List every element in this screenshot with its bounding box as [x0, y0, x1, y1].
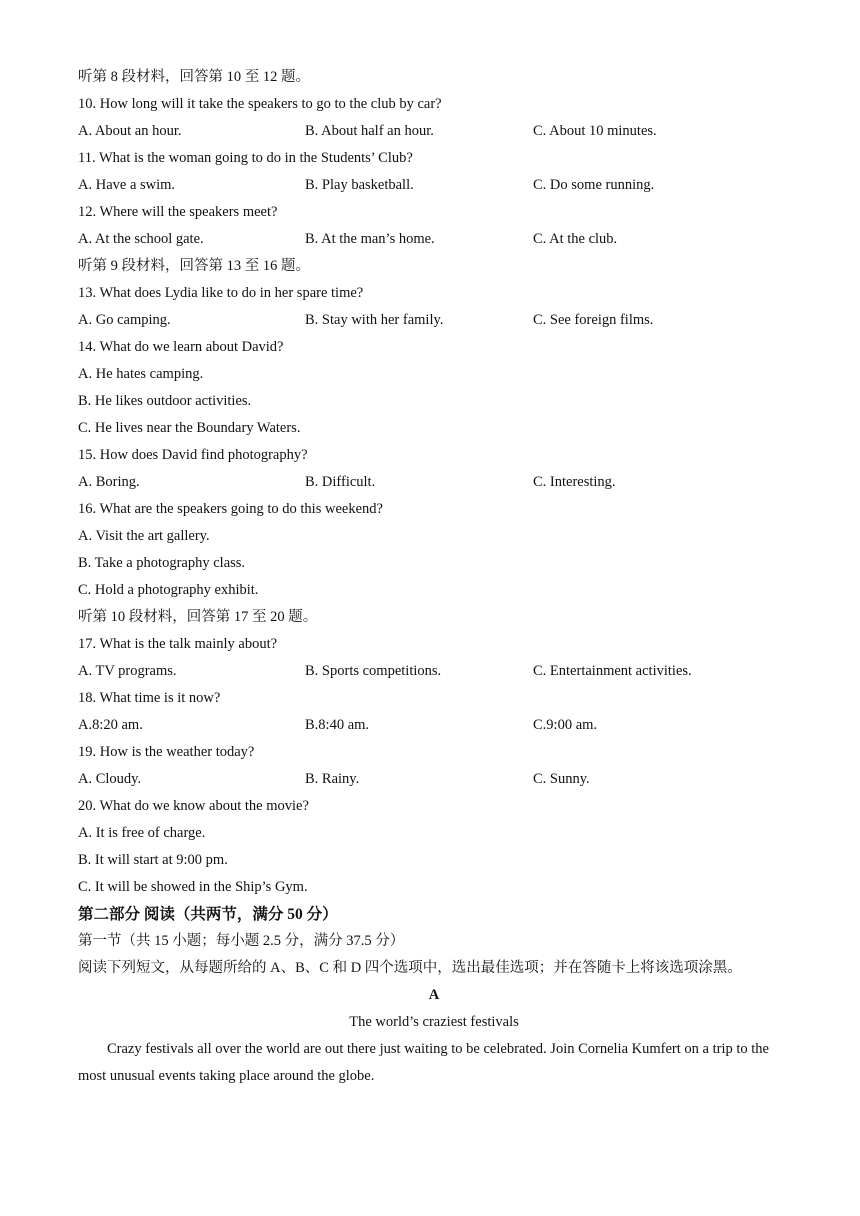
question-12-stem: 12. Where will the speakers meet? [78, 204, 278, 220]
question-12-option-b: B. At the man’s home. [305, 231, 435, 247]
question-14-option-b: B. He likes outdoor activities. [78, 393, 252, 409]
question-13-option-c: C. See foreign films. [533, 312, 654, 328]
question-18-stem: 18. What time is it now? [78, 690, 221, 706]
question-14-stem: 14. What do we learn about David? [78, 339, 284, 355]
question-18-option-c: C.9:00 am. [533, 717, 598, 733]
question-18-option-b: B.8:40 am. [305, 717, 370, 733]
question-16-stem: 16. What are the speakers going to do this weekend? [78, 501, 383, 517]
question-13-option-b: B. Stay with her family. [305, 312, 444, 328]
question-10-options [78, 118, 790, 145]
question-15-options [78, 469, 790, 496]
question-20-stem: 20. What do we know about the movie? [78, 798, 309, 814]
question-19-option-c: C. Sunny. [533, 771, 590, 787]
subsection-heading: 第一节（共 15 小题；每小题 2.5 分，满分 37.5 分） [78, 933, 405, 949]
question-12-options [78, 226, 790, 253]
question-13-options [78, 307, 790, 334]
question-20-option-a: A. It is free of charge. [78, 825, 206, 841]
question-14-option-c: C. He lives near the Boundary Waters. [78, 420, 301, 436]
question-19-option-a: A. Cloudy. [78, 771, 142, 787]
question-10-option-a: A. About an hour. [78, 123, 182, 139]
passage-paragraph: Crazy festivals all over the world are out there just waiting to be celebrated. Join Cornelia Kumfert on a trip to the most unusual events taking place around the globe. [78, 1041, 769, 1084]
question-20-option-b: B. It will start at 9:00 pm. [78, 852, 228, 868]
question-11-options [78, 172, 790, 199]
question-14-option-a: A. He hates camping. [78, 366, 204, 382]
section-instruction-10: 听第 10 段材料，回答第 17 至 20 题。 [78, 609, 318, 625]
question-17-stem: 17. What is the talk mainly about? [78, 636, 278, 652]
reading-instruction: 阅读下列短文，从每题所给的 A、B、C 和 D 四个选项中，选出最佳选项；并在答随卡上将该选项涂黑。 [78, 960, 742, 976]
question-13-stem: 13. What does Lydia like to do in her spare time? [78, 285, 364, 301]
question-18-options [78, 712, 790, 739]
question-19-stem: 19. How is the weather today? [78, 744, 255, 760]
question-10-option-c: C. About 10 minutes. [533, 123, 657, 139]
question-18-option-a: A.8:20 am. [78, 717, 143, 733]
question-12-option-a: A. At the school gate. [78, 231, 204, 247]
question-19-options [78, 766, 790, 793]
question-15-option-b: B. Difficult. [305, 474, 376, 490]
question-11-option-c: C. Do some running. [533, 177, 655, 193]
passage-title: The world’s craziest festivals [349, 1014, 519, 1030]
question-15-option-a: A. Boring. [78, 474, 140, 490]
question-19-option-b: B. Rainy. [305, 771, 360, 787]
question-17-option-b: B. Sports competitions. [305, 663, 442, 679]
section-instruction-8: 听第 8 段材料，回答第 10 至 12 题。 [78, 69, 310, 85]
question-11-option-b: B. Play basketball. [305, 177, 414, 193]
question-16-option-b: B. Take a photography class. [78, 555, 246, 571]
question-13-option-a: A. Go camping. [78, 312, 171, 328]
passage-letter: A [428, 987, 440, 1003]
part-2-heading: 第二部分 阅读（共两节，满分 50 分） [78, 906, 338, 923]
question-15-option-c: C. Interesting. [533, 474, 616, 490]
question-17-options [78, 658, 790, 685]
question-15-stem: 15. How does David find photography? [78, 447, 308, 463]
question-11-stem: 11. What is the woman going to do in the Students’ Club? [78, 150, 413, 166]
question-16-option-a: A. Visit the art gallery. [78, 528, 210, 544]
question-17-option-a: A. TV programs. [78, 663, 177, 679]
question-10-option-b: B. About half an hour. [305, 123, 434, 139]
question-11-option-a: A. Have a swim. [78, 177, 176, 193]
question-16-option-c: C. Hold a photography exhibit. [78, 582, 259, 598]
question-20-option-c: C. It will be showed in the Ship’s Gym. [78, 879, 308, 895]
question-12-option-c: C. At the club. [533, 231, 618, 247]
section-instruction-9: 听第 9 段材料，回答第 13 至 16 题。 [78, 258, 310, 274]
exam-page [78, 64, 790, 1090]
question-17-option-c: C. Entertainment activities. [533, 663, 692, 679]
question-10-stem: 10. How long will it take the speakers to go to the club by car? [78, 96, 442, 112]
